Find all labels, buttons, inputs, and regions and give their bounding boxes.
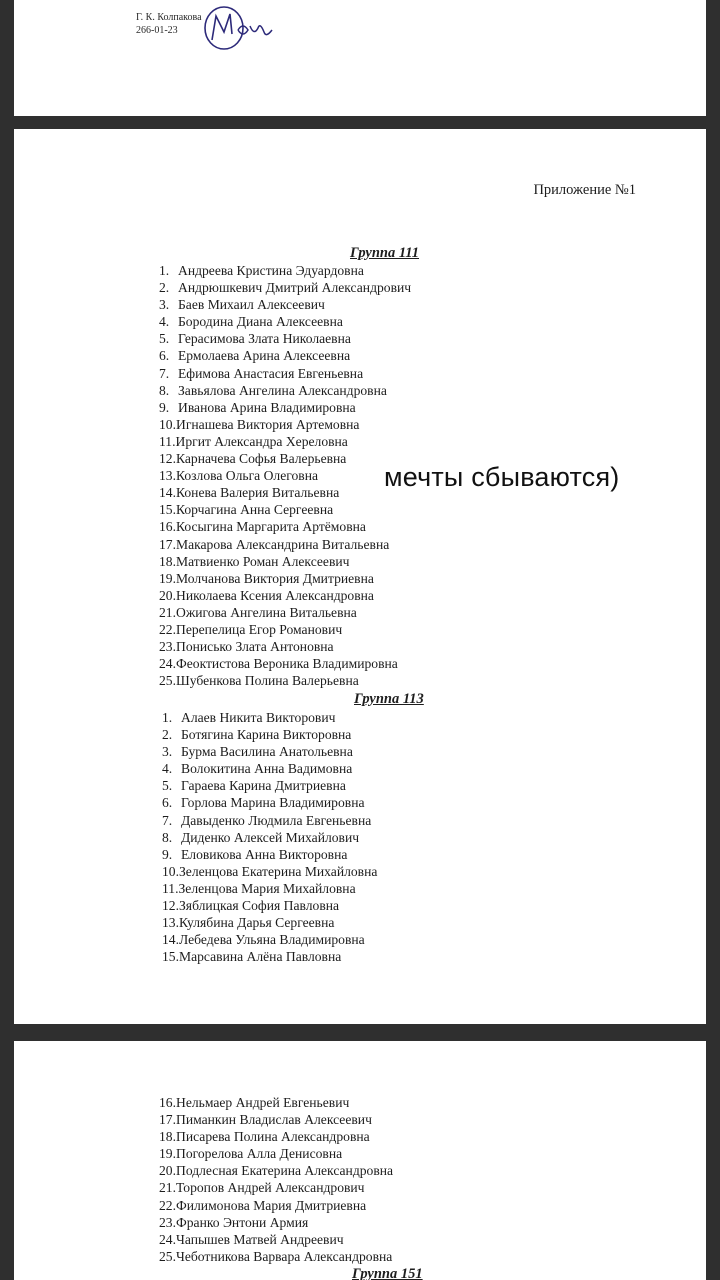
item-number: 1. (162, 710, 173, 725)
list-item (159, 313, 411, 330)
student-name: Франко Энтони Армия (176, 1214, 309, 1230)
student-name: Молчанова Виктория Дмитриевна (176, 570, 374, 586)
student-name: Ефимова Анастасия Евгеньевна (178, 365, 364, 381)
student-name: Зеленцова Екатерина Михайловна (179, 863, 378, 879)
item-number: 19. (159, 1146, 176, 1162)
list-item (159, 433, 411, 450)
student-name: Диденко Алексей Михайлович (181, 829, 360, 845)
list-item (159, 347, 411, 364)
list-item (162, 760, 377, 777)
item-number: 23. (159, 1214, 176, 1230)
list-item (162, 931, 377, 948)
student-name: Филимонова Мария Дмитриевна (176, 1197, 367, 1213)
list-item (159, 553, 411, 570)
student-name: Игнашева Виктория Артемовна (176, 416, 360, 432)
list-item (159, 587, 411, 604)
item-number: 6. (162, 795, 173, 811)
student-name: Герасимова Злата Николаевна (178, 331, 351, 347)
student-name: Горлова Марина Владимировна (181, 795, 365, 811)
list-item (162, 777, 377, 794)
document-page-3 (14, 1041, 706, 1280)
item-number: 4. (159, 314, 170, 330)
item-number: 21. (159, 604, 176, 620)
list-item (159, 450, 411, 467)
item-number: 7. (159, 365, 170, 381)
student-name: Иванова Арина Владимировна (178, 399, 356, 415)
item-number: 3. (162, 744, 173, 760)
list-item (159, 1248, 393, 1265)
list-item (159, 604, 411, 621)
item-number: 1. (159, 263, 170, 278)
list-item (159, 1094, 393, 1111)
item-number: 25. (159, 1248, 176, 1264)
student-name: Баев Михаил Алексеевич (178, 297, 325, 313)
list-item (162, 709, 377, 726)
list-item (159, 330, 411, 347)
item-number: 17. (159, 536, 176, 552)
list-item (159, 621, 411, 638)
list-item (159, 365, 411, 382)
list-item (159, 570, 411, 587)
item-number: 17. (159, 1112, 176, 1128)
item-number: 24. (159, 1231, 176, 1247)
item-number: 7. (162, 812, 173, 828)
item-number: 12. (159, 451, 176, 467)
list-item (159, 382, 411, 399)
item-number: 11. (162, 880, 179, 896)
group-151-title: Группа 151 (352, 1266, 423, 1280)
student-name: Еловикова Анна Викторовна (181, 846, 348, 862)
appendix-label: Приложение №1 (533, 182, 636, 198)
student-name: Перепелица Егор Романович (176, 621, 343, 637)
student-name: Косыгина Маргарита Артёмовна (176, 519, 366, 535)
item-number: 19. (159, 570, 176, 586)
item-number: 10. (162, 863, 179, 879)
list-item (159, 501, 411, 518)
list-item (162, 726, 377, 743)
list-item (159, 399, 411, 416)
student-name: Шубенкова Полина Валерьевна (176, 673, 359, 689)
list-item (159, 484, 411, 501)
item-number: 5. (162, 778, 173, 794)
item-number: 2. (159, 280, 170, 296)
student-name: Кулябина Дарья Сергеевна (179, 915, 335, 931)
item-number: 13. (162, 915, 179, 931)
student-name: Иргит Александра Хереловна (175, 433, 348, 449)
item-number: 21. (159, 1180, 176, 1196)
item-number: 16. (159, 519, 176, 535)
list-item (159, 638, 411, 655)
item-number: 22. (159, 621, 176, 637)
student-name: Пиманкин Владислав Алексеевич (176, 1112, 372, 1128)
item-number: 8. (162, 829, 173, 845)
item-number: 6. (159, 348, 170, 364)
list-item (159, 1111, 393, 1128)
list-item (162, 846, 377, 863)
item-number: 4. (162, 761, 173, 777)
story-caption: мечты сбываются) (384, 462, 620, 492)
list-item (162, 948, 377, 965)
student-name: Николаева Ксения Александровна (176, 587, 374, 603)
student-name: Ермолаева Арина Алексеевна (178, 348, 351, 364)
student-name: Ожигова Ангелина Витальевна (176, 604, 357, 620)
student-name: Матвиенко Роман Алексеевич (176, 553, 350, 569)
student-name: Конева Валерия Витальевна (176, 485, 340, 501)
student-name: Карначева Софья Валерьевна (176, 451, 347, 467)
student-name: Подлесная Екатерина Александровна (176, 1163, 394, 1179)
item-number: 14. (162, 932, 179, 948)
student-name: Феоктистова Вероника Владимировна (176, 656, 398, 672)
item-number: 22. (159, 1197, 176, 1213)
list-item (159, 655, 411, 672)
item-number: 9. (162, 846, 173, 862)
student-name: Алаев Никита Викторович (181, 710, 336, 725)
list-item (159, 518, 411, 535)
document-code: 266-01-23 (136, 25, 178, 36)
list-item (159, 416, 411, 433)
list-item (162, 743, 377, 760)
list-item (159, 262, 411, 279)
item-number: 18. (159, 553, 176, 569)
list-item (159, 296, 411, 313)
list-item (159, 1231, 393, 1248)
item-number: 12. (162, 898, 179, 914)
student-name: Волокитина Анна Вадимовна (181, 761, 353, 777)
list-item (162, 829, 377, 846)
item-number: 20. (159, 1163, 176, 1179)
item-number: 15. (162, 949, 179, 965)
group-111-title: Группа 111 (350, 245, 420, 261)
signer-name: Г. К. Колпакова (136, 12, 202, 23)
student-name: Андрюшкевич Дмитрий Александрович (178, 280, 412, 296)
student-name: Зяблицкая София Павловна (179, 898, 340, 914)
list-item (159, 1145, 393, 1162)
list-item (159, 467, 411, 484)
student-name: Давыденко Людмила Евгеньевна (181, 812, 372, 828)
handwritten-signature (198, 4, 278, 54)
group-111-list (159, 262, 411, 689)
item-number: 23. (159, 639, 176, 655)
item-number: 14. (159, 485, 176, 501)
student-name: Макарова Александрина Витальевна (176, 536, 390, 552)
list-item (162, 794, 377, 811)
list-item (159, 1197, 393, 1214)
student-name: Нельмаер Андрей Евгеньевич (176, 1095, 350, 1110)
item-number: 13. (159, 468, 176, 484)
item-number: 2. (162, 727, 173, 743)
list-item (162, 880, 377, 897)
item-number: 11. (159, 433, 176, 449)
list-item (159, 536, 411, 553)
student-name: Бородина Диана Алексеевна (178, 314, 343, 330)
student-name: Чапышев Матвей Андреевич (176, 1231, 344, 1247)
list-item (162, 914, 377, 931)
document-page-1 (14, 0, 706, 116)
student-name: Гараева Карина Дмитриевна (181, 778, 346, 794)
list-item (162, 812, 377, 829)
student-name: Марсавина Алёна Павловна (179, 949, 342, 965)
student-name: Козлова Ольга Олеговна (176, 468, 319, 484)
list-item (162, 863, 377, 880)
group-113-list (162, 709, 377, 965)
student-name: Зеленцова Мария Михайловна (178, 880, 356, 896)
list-item (159, 672, 411, 689)
item-number: 3. (159, 297, 170, 313)
list-item (159, 1162, 393, 1179)
item-number: 10. (159, 416, 176, 432)
list-item (159, 1128, 393, 1145)
list-item (159, 1214, 393, 1231)
student-name: Писарева Полина Александровна (176, 1129, 370, 1145)
item-number: 5. (159, 331, 170, 347)
list-item (162, 897, 377, 914)
item-number: 8. (159, 382, 170, 398)
list-item (159, 1179, 393, 1196)
student-name: Андреева Кристина Эдуардовна (178, 263, 364, 278)
student-name: Лебедева Ульяна Владимировна (179, 932, 365, 948)
item-number: 18. (159, 1129, 176, 1145)
item-number: 25. (159, 673, 176, 689)
item-number: 16. (159, 1095, 176, 1110)
student-name: Завьялова Ангелина Александровна (178, 382, 387, 398)
group-113-title: Группа 113 (354, 691, 424, 707)
student-name: Ботягина Карина Викторовна (181, 727, 352, 743)
student-name: Торопов Андрей Александрович (176, 1180, 365, 1196)
student-name: Понисько Злата Антоновна (176, 639, 334, 655)
student-name: Бурма Василина Анатольевна (181, 744, 353, 760)
item-number: 9. (159, 399, 170, 415)
item-number: 15. (159, 502, 176, 518)
student-name: Погорелова Алла Денисовна (176, 1146, 343, 1162)
list-item (159, 279, 411, 296)
document-page-2 (14, 129, 706, 1024)
group-113-list-continued (159, 1094, 393, 1265)
item-number: 20. (159, 587, 176, 603)
student-name: Корчагина Анна Сергеевна (176, 502, 334, 518)
student-name: Чеботникова Варвара Александровна (176, 1248, 393, 1264)
item-number: 24. (159, 656, 176, 672)
